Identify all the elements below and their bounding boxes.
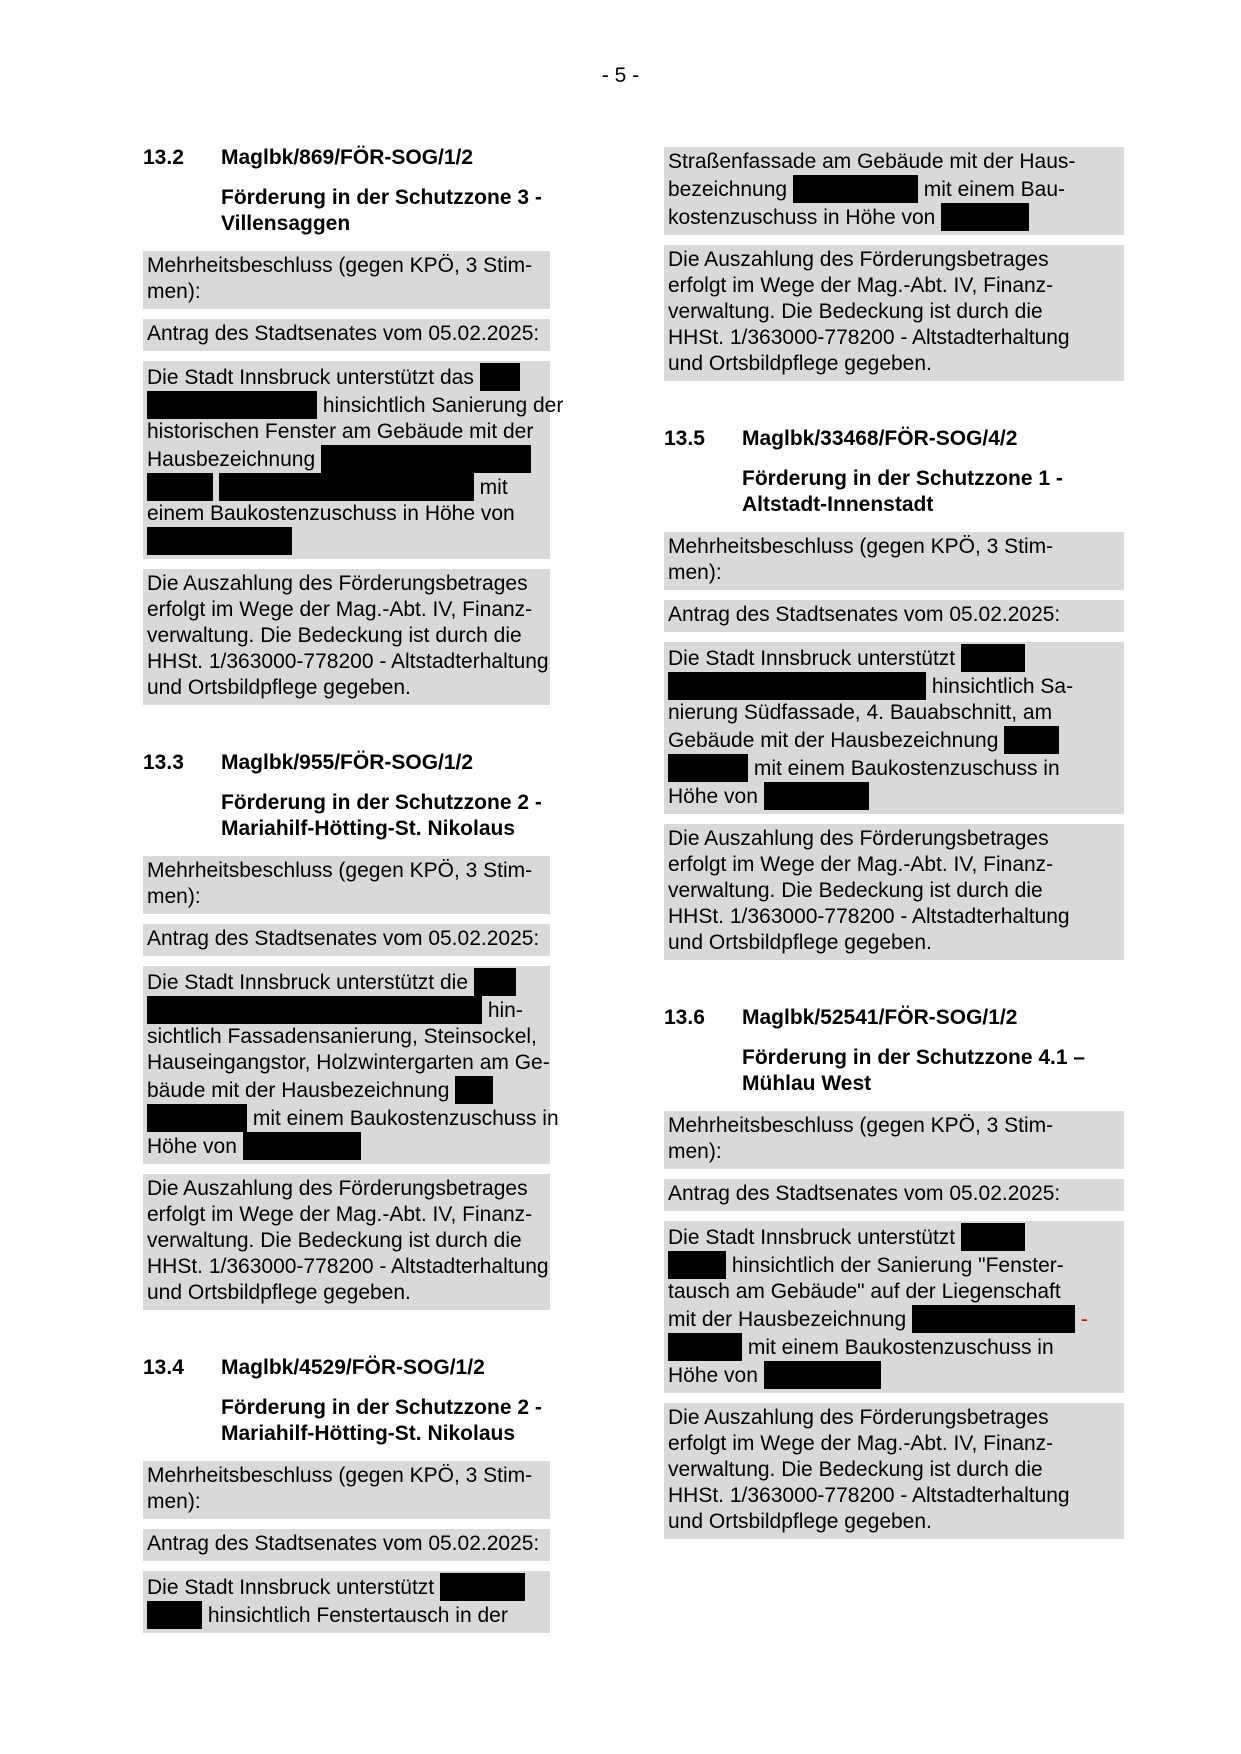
- text-segment: verwaltung. Die Bedeckung ist durch die: [147, 624, 522, 647]
- section-title-line: Mariahilf-Hötting-St. Nikolaus: [221, 1422, 515, 1445]
- text-line: [668, 351, 1120, 377]
- section-heading-row: [143, 1355, 550, 1381]
- text-segment: Antrag des Stadtsenates vom 05.02.2025:: [147, 322, 540, 345]
- text-line: [668, 273, 1120, 299]
- text-line: [668, 247, 1120, 273]
- redaction-bar: [147, 473, 213, 501]
- text-line: [147, 1463, 546, 1489]
- section-title-line: Förderung in der Schutzzone 3 -: [221, 186, 542, 209]
- text-line: [668, 754, 1120, 782]
- redaction-bar: [912, 1305, 1075, 1333]
- text-segment: Die Auszahlung des Förderungsbetrages: [668, 827, 1049, 850]
- section-heading: [664, 1005, 1124, 1097]
- redaction-bar: [147, 996, 482, 1024]
- text-line: [147, 996, 546, 1024]
- section-code: Maglbk/52541/FÖR-SOG/1/2: [742, 1006, 1018, 1029]
- text-segment: verwaltung. Die Bedeckung ist durch die: [668, 879, 1043, 902]
- paragraph: [143, 924, 550, 956]
- text-segment: und Ortsbildpflege gegeben.: [668, 352, 932, 375]
- text-line: [668, 826, 1120, 852]
- text-line: [668, 149, 1120, 175]
- text-line: [147, 1024, 546, 1050]
- text-segment: erfolgt im Wege der Mag.-Abt. IV, Finanz-: [668, 274, 1054, 297]
- redaction-bar: [1004, 726, 1059, 754]
- text-segment: HHSt. 1/363000-778200 - Altstadterhaltung: [668, 326, 1070, 349]
- text-line: [147, 649, 549, 675]
- text-line: [147, 1531, 546, 1557]
- text-line: [668, 299, 1120, 325]
- text-line: [668, 602, 1120, 628]
- text-line: [668, 1251, 1120, 1279]
- text-segment: Mehrheitsbeschluss (gegen KPÖ, 3 Stim-: [147, 859, 533, 882]
- text-line: [147, 1076, 546, 1104]
- right-column: [664, 147, 1124, 1549]
- text-line: [147, 419, 546, 445]
- text-segment: verwaltung. Die Bedeckung ist durch die: [147, 1229, 522, 1252]
- text-line: [147, 363, 546, 391]
- redaction-bar: [668, 754, 748, 782]
- redaction-bar: [668, 672, 926, 700]
- text-segment: Antrag des Stadtsenates vom 05.02.2025:: [147, 1532, 540, 1555]
- text-segment: men):: [668, 1140, 722, 1163]
- redaction-bar: [941, 203, 1029, 231]
- section-title-line: Förderung in der Schutzzone 4.1 –: [742, 1046, 1086, 1069]
- text-line: [147, 858, 546, 884]
- redaction-bar: [961, 644, 1025, 672]
- text-line: [147, 675, 546, 701]
- text-line: [147, 597, 546, 623]
- text-segment: kostenzuschuss in Höhe von: [668, 206, 942, 229]
- text-segment: Die Stadt Innsbruck unterstützt: [147, 1576, 440, 1599]
- section-title: [742, 1045, 1124, 1097]
- text-segment: verwaltung. Die Bedeckung ist durch die: [668, 1458, 1043, 1481]
- text-line: [668, 930, 1120, 956]
- section-number: 13.3: [143, 751, 184, 774]
- paragraph: [143, 966, 559, 1164]
- text-line: [668, 782, 1120, 810]
- text-segment: HHSt. 1/363000-778200 - Altstadterhaltung: [668, 905, 1070, 928]
- text-line: [668, 203, 1120, 231]
- paragraph: [664, 600, 1124, 632]
- redaction-bar: [321, 445, 531, 473]
- redaction-bar: [474, 968, 516, 996]
- text-line: [147, 1176, 546, 1202]
- text-segment: HHSt. 1/363000-778200 - Altstadterhaltung: [668, 1484, 1070, 1507]
- section-title-line: Förderung in der Schutzzone 1 -: [742, 467, 1063, 490]
- redaction-bar: [147, 1104, 247, 1132]
- text-segment: erfolgt im Wege der Mag.-Abt. IV, Finanz-: [668, 853, 1054, 876]
- text-segment: sichtlich Fassadensanierung, Steinsockel,: [147, 1025, 537, 1048]
- section-code: Maglbk/955/FÖR-SOG/1/2: [221, 751, 474, 774]
- text-segment: hinsichtlich Sanierung der: [317, 394, 564, 417]
- text-segment: und Ortsbildpflege gegeben.: [147, 1281, 411, 1304]
- text-line: [147, 1573, 546, 1601]
- text-segment: Mehrheitsbeschluss (gegen KPÖ, 3 Stim-: [147, 254, 533, 277]
- left-column: [143, 145, 564, 1643]
- paragraph: [143, 569, 550, 705]
- paragraph: [664, 1111, 1124, 1169]
- redaction-bar: [440, 1573, 525, 1601]
- paragraph: [664, 1179, 1124, 1211]
- redaction-bar: [243, 1132, 361, 1160]
- section-number: 13.2: [143, 146, 184, 169]
- text-segment: mit der Hausbezeichnung: [668, 1308, 912, 1331]
- text-segment: Antrag des Stadtsenates vom 05.02.2025:: [668, 603, 1061, 626]
- page-number: - 5 -: [601, 64, 640, 87]
- text-line: [147, 623, 546, 649]
- text-line: [147, 1104, 559, 1132]
- text-line: [147, 321, 546, 347]
- section-code: Maglbk/869/FÖR-SOG/1/2: [221, 146, 474, 169]
- text-line: [147, 501, 546, 527]
- text-line: [147, 253, 546, 279]
- section-title: [221, 790, 550, 842]
- text-segment: Mehrheitsbeschluss (gegen KPÖ, 3 Stim-: [668, 1114, 1054, 1137]
- section-number: 13.4: [143, 1356, 184, 1379]
- text-line: [147, 445, 546, 473]
- text-line: [668, 672, 1120, 700]
- section-heading: [664, 426, 1124, 518]
- paragraph: [664, 824, 1124, 960]
- text-segment: Höhe von: [668, 785, 764, 808]
- paragraph: [143, 319, 550, 351]
- text-segment: und Ortsbildpflege gegeben.: [668, 931, 932, 954]
- section-title-line: Förderung in der Schutzzone 2 -: [221, 1396, 542, 1419]
- section-title-line: Mühlau West: [742, 1072, 872, 1095]
- text-line: [668, 904, 1120, 930]
- text-line: [668, 1431, 1120, 1457]
- section-title: [742, 466, 1124, 518]
- text-line: [668, 726, 1120, 754]
- redaction-bar: [668, 1251, 726, 1279]
- paragraph: [143, 1461, 550, 1519]
- section-title-line: Förderung in der Schutzzone 2 -: [221, 791, 542, 814]
- text-segment: Hausbezeichnung: [147, 448, 321, 471]
- text-line: [147, 1601, 546, 1629]
- text-line: [147, 391, 564, 419]
- text-segment: mit einem Baukostenzuschuss in: [247, 1107, 559, 1130]
- text-line: [147, 1489, 546, 1515]
- section-heading-row: [664, 1005, 1124, 1031]
- text-line: [147, 473, 546, 501]
- text-segment: men):: [147, 280, 201, 303]
- text-line: [147, 1050, 550, 1076]
- redaction-bar: [147, 1601, 202, 1629]
- text-segment: HHSt. 1/363000-778200 - Altstadterhaltung: [147, 650, 549, 673]
- paragraph: [664, 642, 1124, 814]
- paragraph: [143, 1529, 550, 1561]
- text-segment: Die Auszahlung des Förderungsbetrages: [147, 572, 528, 595]
- paragraph: [143, 361, 564, 559]
- text-segment: Antrag des Stadtsenates vom 05.02.2025:: [147, 927, 540, 950]
- section-number: 13.5: [664, 427, 705, 450]
- redaction-bar: [480, 363, 520, 391]
- redaction-bar: [147, 527, 292, 555]
- redaction-bar: [764, 782, 869, 810]
- text-line: [668, 1457, 1120, 1483]
- text-line: [668, 700, 1120, 726]
- text-segment: nierung Südfassade, 4. Bauabschnitt, am: [668, 701, 1053, 724]
- text-line: [668, 1333, 1120, 1361]
- text-segment: mit einem Baukostenzuschuss in: [742, 1336, 1054, 1359]
- text-segment: erfolgt im Wege der Mag.-Abt. IV, Finanz-: [147, 598, 533, 621]
- paragraph: [143, 1174, 550, 1310]
- section-number: 13.6: [664, 1006, 705, 1029]
- text-line: [668, 534, 1120, 560]
- text-segment: verwaltung. Die Bedeckung ist durch die: [668, 300, 1043, 323]
- text-line: [147, 571, 546, 597]
- text-line: [147, 1132, 546, 1160]
- section-title-line: Villensaggen: [221, 212, 351, 235]
- text-segment: einem Baukostenzuschuss in Höhe von: [147, 502, 515, 525]
- text-segment: Mehrheitsbeschluss (gegen KPÖ, 3 Stim-: [147, 1464, 533, 1487]
- text-segment: Mehrheitsbeschluss (gegen KPÖ, 3 Stim-: [668, 535, 1054, 558]
- text-segment: Die Stadt Innsbruck unterstützt: [668, 1226, 961, 1249]
- section-heading-row: [664, 426, 1124, 452]
- paragraph: [664, 147, 1124, 235]
- text-line: [668, 1405, 1120, 1431]
- section-heading-row: [143, 750, 550, 776]
- text-segment: hinsichtlich der Sanierung "Fenster-: [726, 1254, 1064, 1277]
- text-segment: Die Stadt Innsbruck unterstützt das: [147, 366, 480, 389]
- text-line: [147, 279, 546, 305]
- text-segment: Die Stadt Innsbruck unterstützt die: [147, 971, 474, 994]
- text-segment: hinsichtlich Sa-: [926, 675, 1074, 698]
- text-segment: mit: [473, 476, 508, 499]
- paragraph: [664, 1403, 1124, 1539]
- text-segment: tausch am Gebäude" auf der Liegenschaft: [668, 1280, 1061, 1303]
- text-line: [668, 852, 1120, 878]
- text-segment: mit einem Baukostenzuschuss in: [748, 757, 1060, 780]
- text-line: [668, 325, 1120, 351]
- section-code: Maglbk/4529/FÖR-SOG/1/2: [221, 1356, 485, 1379]
- text-segment: Die Stadt Innsbruck unterstützt: [668, 647, 961, 670]
- text-segment: und Ortsbildpflege gegeben.: [668, 1510, 932, 1533]
- text-line: [147, 1202, 546, 1228]
- text-line: [668, 1483, 1120, 1509]
- text-segment: historischen Fenster am Gebäude mit der: [147, 420, 534, 443]
- text-line: [668, 560, 1120, 586]
- paragraph: [664, 245, 1124, 381]
- text-segment: bezeichnung: [668, 178, 793, 201]
- redaction-bar: [147, 391, 317, 419]
- redaction-bar: [455, 1076, 493, 1104]
- section-title-line: Mariahilf-Hötting-St. Nikolaus: [221, 817, 515, 840]
- section-title-line: Altstadt-Innenstadt: [742, 493, 934, 516]
- text-segment: Die Auszahlung des Förderungsbetrages: [668, 248, 1049, 271]
- text-line: [668, 1509, 1120, 1535]
- redaction-bar: [961, 1223, 1025, 1251]
- text-line: [668, 1361, 1120, 1389]
- text-segment: hin-: [482, 999, 523, 1022]
- text-segment: mit einem Bau-: [917, 178, 1065, 201]
- text-segment: und Ortsbildpflege gegeben.: [147, 676, 411, 699]
- text-segment: men):: [668, 561, 722, 584]
- text-line: [668, 175, 1120, 203]
- text-line: [147, 968, 546, 996]
- text-segment: Höhe von: [147, 1135, 243, 1158]
- text-segment: men):: [147, 1490, 201, 1513]
- paragraph: [143, 251, 550, 309]
- text-segment: hinsichtlich Fenstertausch in der: [202, 1604, 508, 1627]
- text-segment: Die Auszahlung des Förderungsbetrages: [668, 1406, 1049, 1429]
- redaction-bar: [764, 1361, 881, 1389]
- section-code: Maglbk/33468/FÖR-SOG/4/2: [742, 427, 1018, 450]
- text-segment: bäude mit der Hausbezeichnung: [147, 1079, 456, 1102]
- section-heading-row: [143, 145, 550, 171]
- text-line: [668, 1139, 1120, 1165]
- text-line: [147, 884, 546, 910]
- text-line: [668, 878, 1120, 904]
- text-line: [147, 527, 546, 555]
- section-heading: [143, 750, 550, 842]
- text-segment: Die Auszahlung des Förderungsbetrages: [147, 1177, 528, 1200]
- section-heading: [143, 145, 550, 237]
- text-line: [668, 1279, 1120, 1305]
- paragraph: [664, 532, 1124, 590]
- red-hyphen: -: [1080, 1308, 1088, 1331]
- text-line: [668, 1113, 1120, 1139]
- text-segment: Höhe von: [668, 1364, 764, 1387]
- redaction-bar: [668, 1333, 742, 1361]
- paragraph: [143, 1571, 550, 1633]
- text-line: [147, 1228, 546, 1254]
- text-line: [147, 926, 546, 952]
- text-segment: men):: [147, 885, 201, 908]
- section-heading: [143, 1355, 550, 1447]
- text-segment: HHSt. 1/363000-778200 - Altstadterhaltung: [147, 1255, 549, 1278]
- text-line: [147, 1254, 549, 1280]
- text-segment: Gebäude mit der Hausbezeichnung: [668, 729, 1005, 752]
- section-title: [221, 1395, 550, 1447]
- text-line: [668, 1305, 1120, 1333]
- paragraph: [664, 1221, 1124, 1393]
- text-line: [668, 1223, 1120, 1251]
- section-title: [221, 185, 550, 237]
- text-segment: erfolgt im Wege der Mag.-Abt. IV, Finanz-: [147, 1203, 533, 1226]
- text-segment: Hauseingangstor, Holzwintergarten am Ge-: [147, 1051, 550, 1074]
- text-segment: Antrag des Stadtsenates vom 05.02.2025:: [668, 1182, 1061, 1205]
- paragraph: [143, 856, 550, 914]
- text-segment: Straßenfassade am Gebäude mit der Haus-: [668, 150, 1076, 173]
- text-line: [668, 644, 1120, 672]
- text-segment: erfolgt im Wege der Mag.-Abt. IV, Finanz-: [668, 1432, 1054, 1455]
- redaction-bar: [793, 175, 918, 203]
- text-line: [147, 1280, 546, 1306]
- redaction-bar: [219, 473, 474, 501]
- text-line: [668, 1181, 1120, 1207]
